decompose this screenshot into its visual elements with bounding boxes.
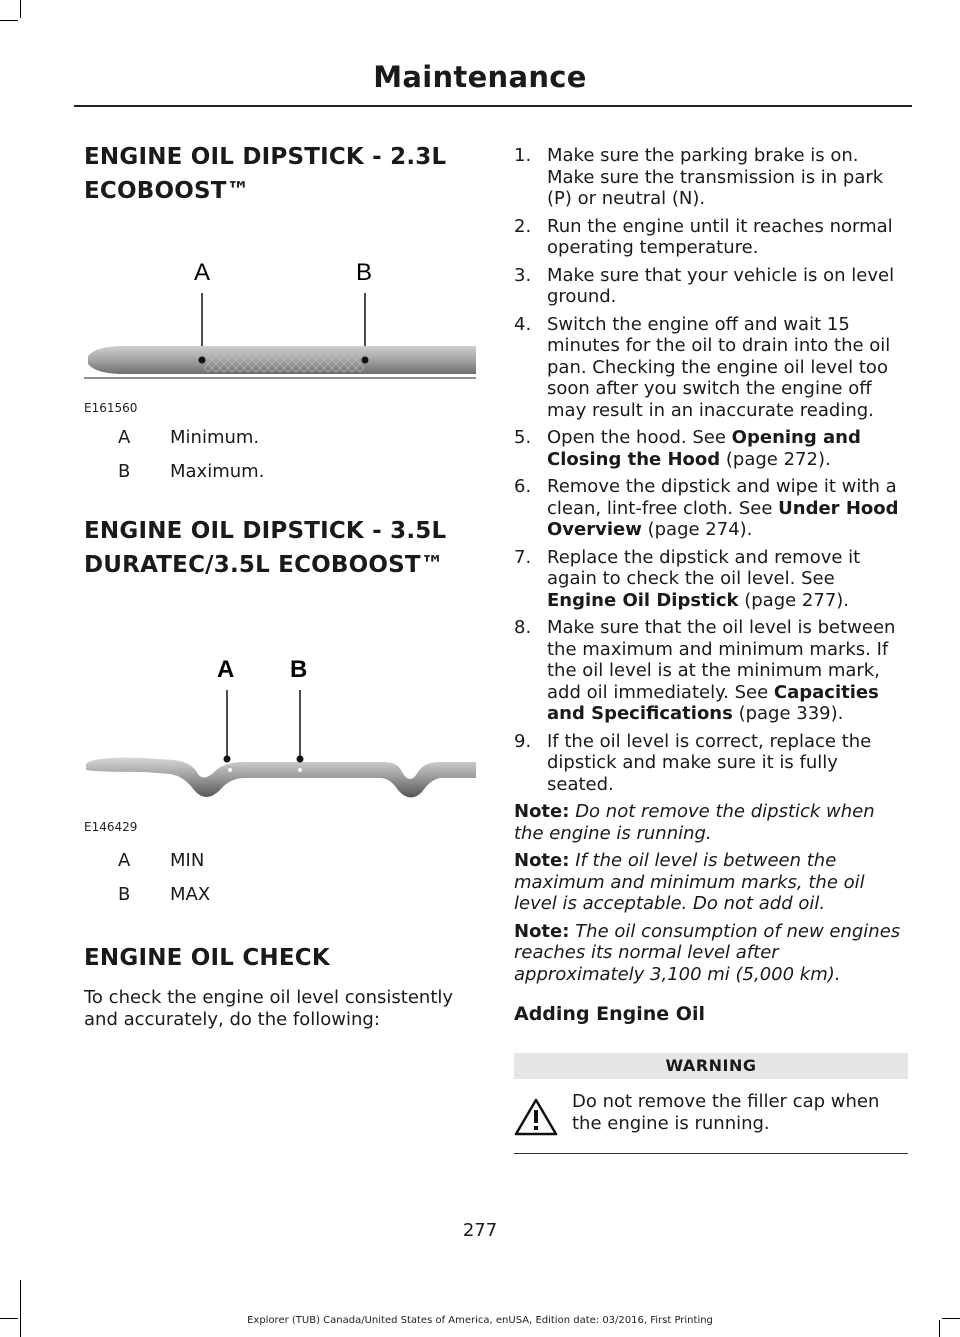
page-footer: Explorer (TUB) Canada/United States of America, enUSA, Edition date: 03/2016, First Printing xyxy=(247,1315,713,1326)
legend-row: B Maximum. xyxy=(118,461,265,482)
dipstick-35-illustration xyxy=(84,582,476,882)
section-title-adding-oil: Adding Engine Oil xyxy=(514,1003,705,1025)
warning-body xyxy=(514,1091,908,1137)
crop-mark xyxy=(20,0,21,18)
oil-check-intro: To check the engine oil level consistently and accurately, do the following: xyxy=(84,987,454,1030)
figure-code: E161560 xyxy=(84,401,138,415)
step-item: 1. Make sure the parking brake is on. Make sure the transmission is in park (P) or neutral (N). xyxy=(514,145,884,209)
left-column xyxy=(84,140,476,1031)
figure-label-a: A xyxy=(217,656,235,683)
crop-mark xyxy=(20,1280,21,1337)
step-item: 7. Replace the dipstick and remove it again to check the oil level. See Engine Oil Dipstick (page 277). xyxy=(514,546,861,611)
cross-reference-link[interactable]: Opening and Closing the Hood xyxy=(547,427,861,470)
warning-heading: WARNING xyxy=(514,1053,908,1079)
page-header-title: Maintenance xyxy=(373,60,587,94)
note: Note: Do not remove the dipstick when the engine is running. xyxy=(514,801,875,844)
step-item: 3. Make sure that your vehicle is on level ground. xyxy=(514,264,895,307)
step-item: 5. Open the hood. See Opening and Closing the Hood (page 272). xyxy=(514,427,861,470)
note: Note: The oil consumption of new engines reaches its normal level after approximately 3,100 mi (5,000 km). xyxy=(514,920,901,985)
legend-row: A Minimum. xyxy=(118,427,260,448)
right-column xyxy=(514,145,908,1154)
section-title-dipstick-23: ENGINE OIL DIPSTICK - 2.3L ECOBOOST™ xyxy=(84,144,447,204)
figure-dipstick-23 xyxy=(84,208,476,508)
legend-row: B MAX xyxy=(118,884,211,905)
warning-triangle-icon xyxy=(514,1097,558,1137)
cross-reference-link[interactable]: Engine Oil Dipstick xyxy=(547,589,739,611)
warning-text: Do not remove the filler cap when the engine is running. xyxy=(572,1091,880,1134)
step-item: 4. Switch the engine off and wait 15 minutes for the oil to drain into the oil pan. Checking the engine oil level too soon after you switch the engine off may result in an inaccurate reading. xyxy=(514,313,891,421)
figure-label-a: A xyxy=(194,259,211,286)
header-rule xyxy=(74,105,912,107)
cross-reference-link[interactable]: Under Hood Overview xyxy=(547,497,899,540)
dipstick-23-illustration xyxy=(84,208,476,508)
legend-row: A MIN xyxy=(118,850,205,871)
oil-check-steps xyxy=(514,145,908,795)
section-title-oil-check: ENGINE OIL CHECK xyxy=(84,945,330,971)
step-item: 9. If the oil level is correct, replace the dipstick and make sure it is fully seated. xyxy=(514,730,872,795)
figure-dipstick-35 xyxy=(84,582,476,882)
step-item: 2. Run the engine until it reaches normal operating temperature. xyxy=(514,215,893,258)
step-item: 8. Make sure that the oil level is between the maximum and minimum marks. If the oil level is at the minimum mark, add oil immediately. See Capacities and Specifications (page 339). xyxy=(514,617,896,724)
note: Note: If the oil level is between the maximum and minimum marks, the oil level is acceptable. Do not add oil. xyxy=(514,850,865,914)
figure-label-b: B xyxy=(290,656,308,683)
step-item: 6. Remove the dipstick and wipe it with a clean, lint-free cloth. See Under Hood Overview (page 274). xyxy=(514,476,899,540)
cross-reference-link[interactable]: Capacities and Specifications xyxy=(547,681,879,724)
figure-label-b: B xyxy=(356,259,373,286)
page-number: 277 xyxy=(462,1220,498,1241)
warning-rule xyxy=(514,1153,908,1154)
section-title-dipstick-35: ENGINE OIL DIPSTICK - 3.5L DURATEC/3.5L ECOBOOST™ xyxy=(84,518,447,578)
crop-mark xyxy=(0,20,18,21)
figure-code: E146429 xyxy=(84,820,138,834)
